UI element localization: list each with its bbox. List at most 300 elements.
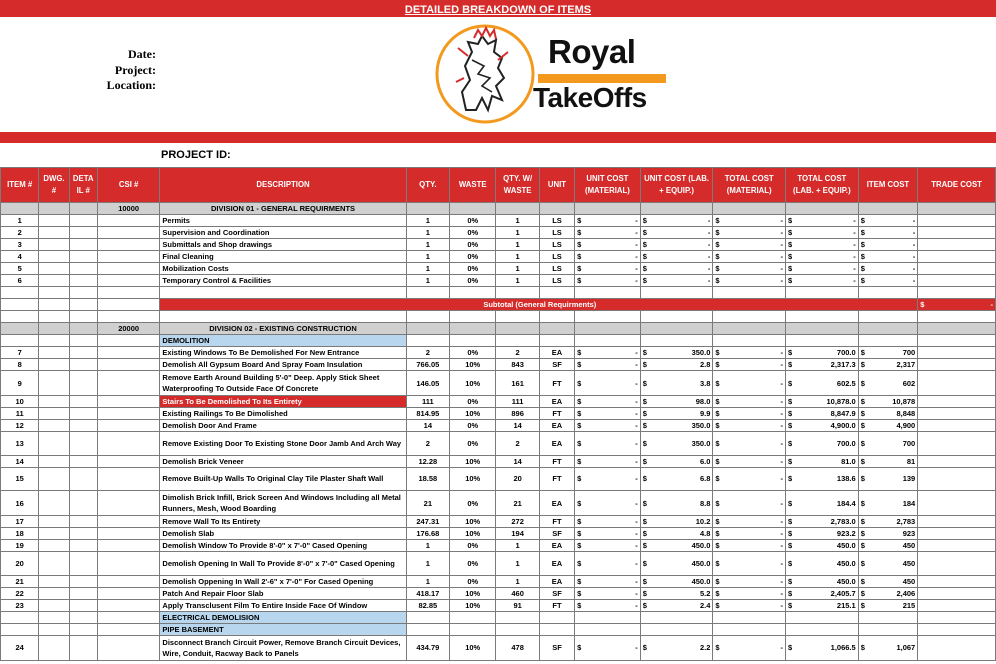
unit-cost-material: $ - [575, 491, 641, 516]
item-waste: 0% [450, 215, 496, 227]
item-cost: $ - [858, 227, 918, 239]
section-demolition: DEMOLITION [160, 335, 406, 347]
item-description: Remove Existing Door To Existing Stone Door Jamb And Arch Way [160, 432, 406, 456]
total-cost-lab: $ 81.0 [786, 455, 859, 467]
item-number: 3 [1, 239, 39, 251]
currency-symbol: $ [577, 643, 582, 652]
currency-symbol: $ [788, 541, 793, 550]
item-description: Existing Windows To Be Demolished For New Entrance [160, 347, 406, 359]
currency-symbol: $ [577, 517, 582, 526]
table-row [1, 227, 996, 239]
currency-symbol: $ [788, 421, 793, 430]
unit-cost-material: $ - [575, 432, 641, 456]
currency-symbol: $ [860, 409, 865, 418]
item-description: Temporary Control & Facilities [160, 275, 406, 287]
item-number: 10 [1, 396, 39, 408]
item-waste: 10% [450, 371, 496, 396]
currency-symbol: $ [715, 438, 720, 448]
currency-symbol: $ [577, 264, 582, 273]
unit-cost-lab: $ - [640, 215, 713, 227]
item-cost: $ 184 [858, 491, 918, 516]
item-cost: $ 2,783 [858, 516, 918, 528]
item-qty: 1 [406, 263, 449, 275]
logo-text-takeoffs: TakeOffs [533, 82, 647, 113]
project-label: Project: [114, 62, 156, 77]
item-waste: 0% [450, 275, 496, 287]
item-qty-waste: 2 [496, 347, 539, 359]
currency-symbol: $ [642, 643, 647, 652]
unit-cost-material: $ - [575, 215, 641, 227]
total-cost-material: $ - [713, 215, 786, 227]
item-waste: 0% [450, 347, 496, 359]
item-waste: 10% [450, 408, 496, 420]
currency-symbol: $ [642, 421, 647, 430]
unit-cost-material: $ - [575, 552, 641, 576]
currency-symbol: $ [642, 529, 647, 538]
unit-cost-lab: $ 6.8 [640, 467, 713, 491]
item-qty: 247.31 [406, 516, 449, 528]
currency-symbol: $ [788, 252, 793, 261]
item-waste: 0% [450, 540, 496, 552]
section-pipe-basement: PIPE BASEMENT [160, 623, 406, 635]
item-cost: $ - [858, 251, 918, 263]
currency-symbol: $ [860, 438, 865, 448]
item-qty: 1 [406, 275, 449, 287]
col-total-cost-lab: TOTAL COST (LAB. + EQUIP.) [786, 168, 859, 203]
item-number: 12 [1, 420, 39, 432]
currency-symbol: $ [577, 409, 582, 418]
item-description: Demolish Brick Veneer [160, 455, 406, 467]
col-qty: QTY. [406, 168, 449, 203]
currency-symbol: $ [788, 474, 793, 484]
table-row [1, 455, 996, 467]
item-description: Demolish Slab [160, 528, 406, 540]
currency-symbol: $ [642, 378, 647, 388]
col-description: DESCRIPTION [160, 168, 406, 203]
total-cost-material: $ - [713, 540, 786, 552]
item-number: 6 [1, 275, 39, 287]
currency-symbol: $ [788, 576, 793, 586]
unit-cost-material: $ - [575, 420, 641, 432]
item-qty-waste: 1 [496, 552, 539, 576]
subtotal-row [1, 299, 996, 311]
unit-cost-material: $ - [575, 467, 641, 491]
table-row [1, 263, 996, 275]
currency-symbol: $ [642, 240, 647, 249]
item-waste: 10% [450, 467, 496, 491]
item-qty: 146.05 [406, 371, 449, 396]
total-cost-lab: $ 8,847.9 [786, 408, 859, 420]
item-cost: $ 923 [858, 528, 918, 540]
item-unit: LS [539, 251, 574, 263]
currency-symbol: $ [715, 456, 720, 466]
item-qty: 14 [406, 420, 449, 432]
currency-symbol: $ [715, 643, 720, 652]
col-waste: WASTE [450, 168, 496, 203]
item-cost: $ - [858, 215, 918, 227]
unit-cost-lab: $ - [640, 263, 713, 275]
item-qty: 82.85 [406, 599, 449, 611]
item-qty-waste: 2 [496, 432, 539, 456]
item-qty: 418.17 [406, 587, 449, 599]
currency-symbol: $ [788, 276, 793, 285]
table-row [1, 575, 996, 587]
unit-cost-lab: $ 3.8 [640, 371, 713, 396]
item-number: 23 [1, 599, 39, 611]
total-cost-lab: $ 700.0 [786, 347, 859, 359]
item-qty-waste: 1 [496, 575, 539, 587]
item-cost: $ - [858, 239, 918, 251]
currency-symbol: $ [715, 264, 720, 273]
unit-cost-lab: $ - [640, 227, 713, 239]
section-row [1, 611, 996, 623]
currency-symbol: $ [715, 576, 720, 586]
unit-cost-lab: $ 4.8 [640, 528, 713, 540]
unit-cost-lab: $ 350.0 [640, 420, 713, 432]
unit-cost-material: $ - [575, 263, 641, 275]
item-unit: SF [539, 528, 574, 540]
unit-cost-material: $ - [575, 408, 641, 420]
unit-cost-lab: $ 350.0 [640, 347, 713, 359]
division-header-row [1, 203, 996, 215]
currency-symbol: $ [788, 438, 793, 448]
currency-symbol: $ [788, 588, 793, 598]
item-cost: $ 4,900 [858, 420, 918, 432]
currency-symbol: $ [577, 360, 582, 369]
currency-symbol: $ [715, 474, 720, 484]
total-cost-material: $ - [713, 239, 786, 251]
total-cost-lab: $ - [786, 275, 859, 287]
item-number: 5 [1, 263, 39, 275]
item-waste: 0% [450, 491, 496, 516]
item-qty: 1 [406, 540, 449, 552]
table-row [1, 408, 996, 420]
item-unit: SF [539, 359, 574, 371]
total-cost-lab: $ 450.0 [786, 540, 859, 552]
header-divider-band [0, 132, 996, 143]
item-waste: 10% [450, 635, 496, 660]
unit-cost-lab: $ 9.9 [640, 408, 713, 420]
total-cost-lab: $ 4,900.0 [786, 420, 859, 432]
table-row [1, 528, 996, 540]
cost-breakdown-table [0, 167, 996, 661]
item-qty-waste: 1 [496, 227, 539, 239]
total-cost-lab: $ 215.1 [786, 599, 859, 611]
item-waste: 10% [450, 587, 496, 599]
col-detail: DETA IL # [69, 168, 97, 203]
currency-symbol: $ [788, 517, 793, 526]
table-row [1, 432, 996, 456]
total-cost-lab: $ - [786, 239, 859, 251]
item-qty-waste: 1 [496, 251, 539, 263]
lion-crest-icon [432, 22, 538, 126]
item-unit: EA [539, 491, 574, 516]
currency-symbol: $ [642, 474, 647, 484]
item-qty: 1 [406, 552, 449, 576]
item-qty-waste: 14 [496, 420, 539, 432]
unit-cost-lab: $ 10.2 [640, 516, 713, 528]
total-cost-material: $ - [713, 227, 786, 239]
total-cost-material: $ - [713, 491, 786, 516]
currency-symbol: $ [715, 378, 720, 388]
currency-symbol: $ [788, 348, 793, 357]
currency-symbol: $ [642, 252, 647, 261]
unit-cost-lab: $ 450.0 [640, 540, 713, 552]
col-qty-waste: QTY. W/ WASTE [496, 168, 539, 203]
item-qty-waste: 1 [496, 239, 539, 251]
item-qty-waste: 1 [496, 263, 539, 275]
total-cost-lab: $ 923.2 [786, 528, 859, 540]
total-cost-material: $ - [713, 552, 786, 576]
unit-cost-material: $ - [575, 275, 641, 287]
currency-symbol: $ [715, 228, 720, 237]
unit-cost-lab: $ 6.0 [640, 455, 713, 467]
project-id-label: PROJECT ID: [161, 149, 231, 161]
currency-symbol: $ [788, 600, 793, 610]
item-number: 20 [1, 552, 39, 576]
currency-symbol: $ [577, 378, 582, 388]
currency-symbol: $ [788, 240, 793, 249]
item-cost: $ - [858, 263, 918, 275]
item-unit: FT [539, 408, 574, 420]
item-number: 9 [1, 371, 39, 396]
currency-symbol: $ [715, 421, 720, 430]
currency-symbol: $ [715, 529, 720, 538]
top-banner [0, 0, 996, 17]
currency-symbol: $ [788, 264, 793, 273]
item-number: 24 [1, 635, 39, 660]
unit-cost-material: $ - [575, 587, 641, 599]
royal-takeoffs-logo [432, 22, 677, 126]
item-unit: FT [539, 467, 574, 491]
currency-symbol: $ [788, 397, 793, 406]
currency-symbol: $ [642, 517, 647, 526]
item-description: Remove Wall To Its Entirety [160, 516, 406, 528]
item-waste: 0% [450, 552, 496, 576]
item-cost: $ 450 [858, 540, 918, 552]
item-unit: LS [539, 239, 574, 251]
item-description: Final Cleaning [160, 251, 406, 263]
currency-symbol: $ [642, 438, 647, 448]
item-qty: 1 [406, 239, 449, 251]
currency-symbol: $ [860, 252, 865, 261]
unit-cost-lab: $ 98.0 [640, 396, 713, 408]
table-row [1, 396, 996, 408]
item-description: Demolish Oppening In Wall 2'-6" x 7'-0" For Cased Opening [160, 575, 406, 587]
item-number: 22 [1, 587, 39, 599]
unit-cost-lab: $ 2.2 [640, 635, 713, 660]
item-unit: FT [539, 371, 574, 396]
item-unit: LS [539, 263, 574, 275]
item-number: 11 [1, 408, 39, 420]
total-cost-material: $ - [713, 251, 786, 263]
col-item: ITEM # [1, 168, 39, 203]
item-waste: 0% [450, 251, 496, 263]
item-cost: $ 2,317 [858, 359, 918, 371]
division-code: 10000 [97, 203, 160, 215]
total-cost-material: $ - [713, 371, 786, 396]
total-cost-material: $ - [713, 408, 786, 420]
currency-symbol: $ [577, 474, 582, 484]
unit-cost-material: $ - [575, 347, 641, 359]
item-waste: 0% [450, 263, 496, 275]
item-cost: $ 10,878 [858, 396, 918, 408]
currency-symbol: $ [715, 252, 720, 261]
currency-symbol: $ [860, 541, 865, 550]
unit-cost-material: $ - [575, 455, 641, 467]
item-qty: 766.05 [406, 359, 449, 371]
item-waste: 0% [450, 575, 496, 587]
currency-symbol: $ [860, 276, 865, 285]
currency-symbol: $ [642, 264, 647, 273]
subtotal-value: $ - [918, 299, 996, 311]
unit-cost-lab: $ 2.8 [640, 359, 713, 371]
item-unit: EA [539, 432, 574, 456]
total-cost-lab: $ - [786, 263, 859, 275]
item-qty-waste: 161 [496, 371, 539, 396]
item-qty-waste: 1 [496, 275, 539, 287]
table-row [1, 371, 996, 396]
item-description: Stairs To Be Demolished To Its Entirety [160, 396, 406, 408]
currency-symbol: $ [642, 456, 647, 466]
currency-symbol: $ [642, 600, 647, 610]
item-unit: EA [539, 396, 574, 408]
item-qty-waste: 20 [496, 467, 539, 491]
table-row [1, 347, 996, 359]
item-waste: 10% [450, 528, 496, 540]
item-waste: 0% [450, 432, 496, 456]
table-row [1, 587, 996, 599]
col-unit: UNIT [539, 168, 574, 203]
item-unit: EA [539, 347, 574, 359]
item-cost: $ 700 [858, 347, 918, 359]
item-number: 15 [1, 467, 39, 491]
currency-symbol: $ [577, 541, 582, 550]
division-header-row [1, 323, 996, 335]
total-cost-material: $ - [713, 455, 786, 467]
item-cost: $ 450 [858, 552, 918, 576]
item-waste: 10% [450, 599, 496, 611]
table-row [1, 516, 996, 528]
total-cost-material: $ - [713, 599, 786, 611]
total-cost-lab: $ 184.4 [786, 491, 859, 516]
item-description: Dimolish Brick Infill, Brick Screen And Windows Including all Metal Runners, Mesh, Wood Boarding [160, 491, 406, 516]
currency-symbol: $ [577, 252, 582, 261]
total-cost-material: $ - [713, 396, 786, 408]
currency-symbol: $ [715, 558, 720, 568]
currency-symbol: $ [577, 529, 582, 538]
item-number: 2 [1, 227, 39, 239]
item-cost: $ 1,067 [858, 635, 918, 660]
item-waste: 10% [450, 516, 496, 528]
total-cost-material: $ - [713, 420, 786, 432]
currency-symbol: $ [715, 348, 720, 357]
currency-symbol: $ [860, 397, 865, 406]
date-label: Date: [128, 47, 156, 61]
unit-cost-material: $ - [575, 239, 641, 251]
currency-symbol: $ [577, 498, 582, 508]
total-cost-lab: $ 2,783.0 [786, 516, 859, 528]
subtotal-label: Subtotal (General Requirments) [160, 299, 918, 311]
total-cost-lab: $ 2,317.3 [786, 359, 859, 371]
table-row [1, 599, 996, 611]
table-row [1, 491, 996, 516]
item-description: Submittals and Shop drawings [160, 239, 406, 251]
item-qty-waste: 1 [496, 540, 539, 552]
currency-symbol: $ [715, 588, 720, 598]
item-qty-waste: 478 [496, 635, 539, 660]
item-unit: SF [539, 587, 574, 599]
item-cost: $ 602 [858, 371, 918, 396]
total-cost-material: $ - [713, 263, 786, 275]
unit-cost-lab: $ 450.0 [640, 575, 713, 587]
total-cost-material: $ - [713, 587, 786, 599]
item-description: Disconnect Branch Circuit Power, Remove Branch Circuit Devices, Wire, Conduit, Racway Back to Panels [160, 635, 406, 660]
currency-symbol: $ [860, 498, 865, 508]
total-cost-lab: $ 602.5 [786, 371, 859, 396]
unit-cost-material: $ - [575, 396, 641, 408]
item-qty-waste: 194 [496, 528, 539, 540]
currency-symbol: $ [860, 558, 865, 568]
item-description: Demolish Opening In Wall To Provide 8'-0" x 7'-0" Cased Opening [160, 552, 406, 576]
currency-symbol: $ [642, 216, 647, 225]
unit-cost-lab: $ 8.8 [640, 491, 713, 516]
currency-symbol: $ [860, 456, 865, 466]
item-unit: LS [539, 215, 574, 227]
unit-cost-material: $ - [575, 516, 641, 528]
total-cost-material: $ - [713, 516, 786, 528]
item-cost: $ 215 [858, 599, 918, 611]
total-cost-material: $ - [713, 275, 786, 287]
item-waste: 0% [450, 420, 496, 432]
item-description: Remove Earth Around Building 5'-0" Deep. Apply Stick Sheet Waterproofing To Outside Face Of Concrete [160, 371, 406, 396]
col-csi: CSI # [97, 168, 160, 203]
table-row [1, 420, 996, 432]
currency-symbol: $ [642, 588, 647, 598]
item-unit: EA [539, 552, 574, 576]
currency-symbol: $ [860, 421, 865, 430]
item-number: 14 [1, 455, 39, 467]
total-cost-material: $ - [713, 575, 786, 587]
total-cost-lab: $ 450.0 [786, 575, 859, 587]
item-number: 7 [1, 347, 39, 359]
item-qty-waste: 843 [496, 359, 539, 371]
table-header-row [1, 168, 996, 203]
item-waste: 0% [450, 396, 496, 408]
total-cost-lab: $ - [786, 227, 859, 239]
item-number: 4 [1, 251, 39, 263]
section-electrical-demolition: ELECTRICAL DEMOLISION [160, 611, 406, 623]
currency-symbol: $ [860, 529, 865, 538]
item-description: Patch And Repair Floor Slab [160, 587, 406, 599]
unit-cost-lab: $ 450.0 [640, 552, 713, 576]
item-qty-waste: 1 [496, 215, 539, 227]
currency-symbol: $ [860, 600, 865, 610]
currency-symbol: $ [715, 240, 720, 249]
item-qty: 12.28 [406, 455, 449, 467]
currency-symbol: $ [577, 558, 582, 568]
item-description: Existing Railings To Be Dimolished [160, 408, 406, 420]
item-number: 17 [1, 516, 39, 528]
item-qty-waste: 111 [496, 396, 539, 408]
banner-title: DETAILED BREAKDOWN OF ITEMS [404, 4, 592, 16]
item-unit: EA [539, 540, 574, 552]
currency-symbol: $ [788, 643, 793, 652]
currency-symbol: $ [788, 409, 793, 418]
item-qty: 814.95 [406, 408, 449, 420]
currency-symbol: $ [642, 498, 647, 508]
currency-symbol: $ [860, 228, 865, 237]
